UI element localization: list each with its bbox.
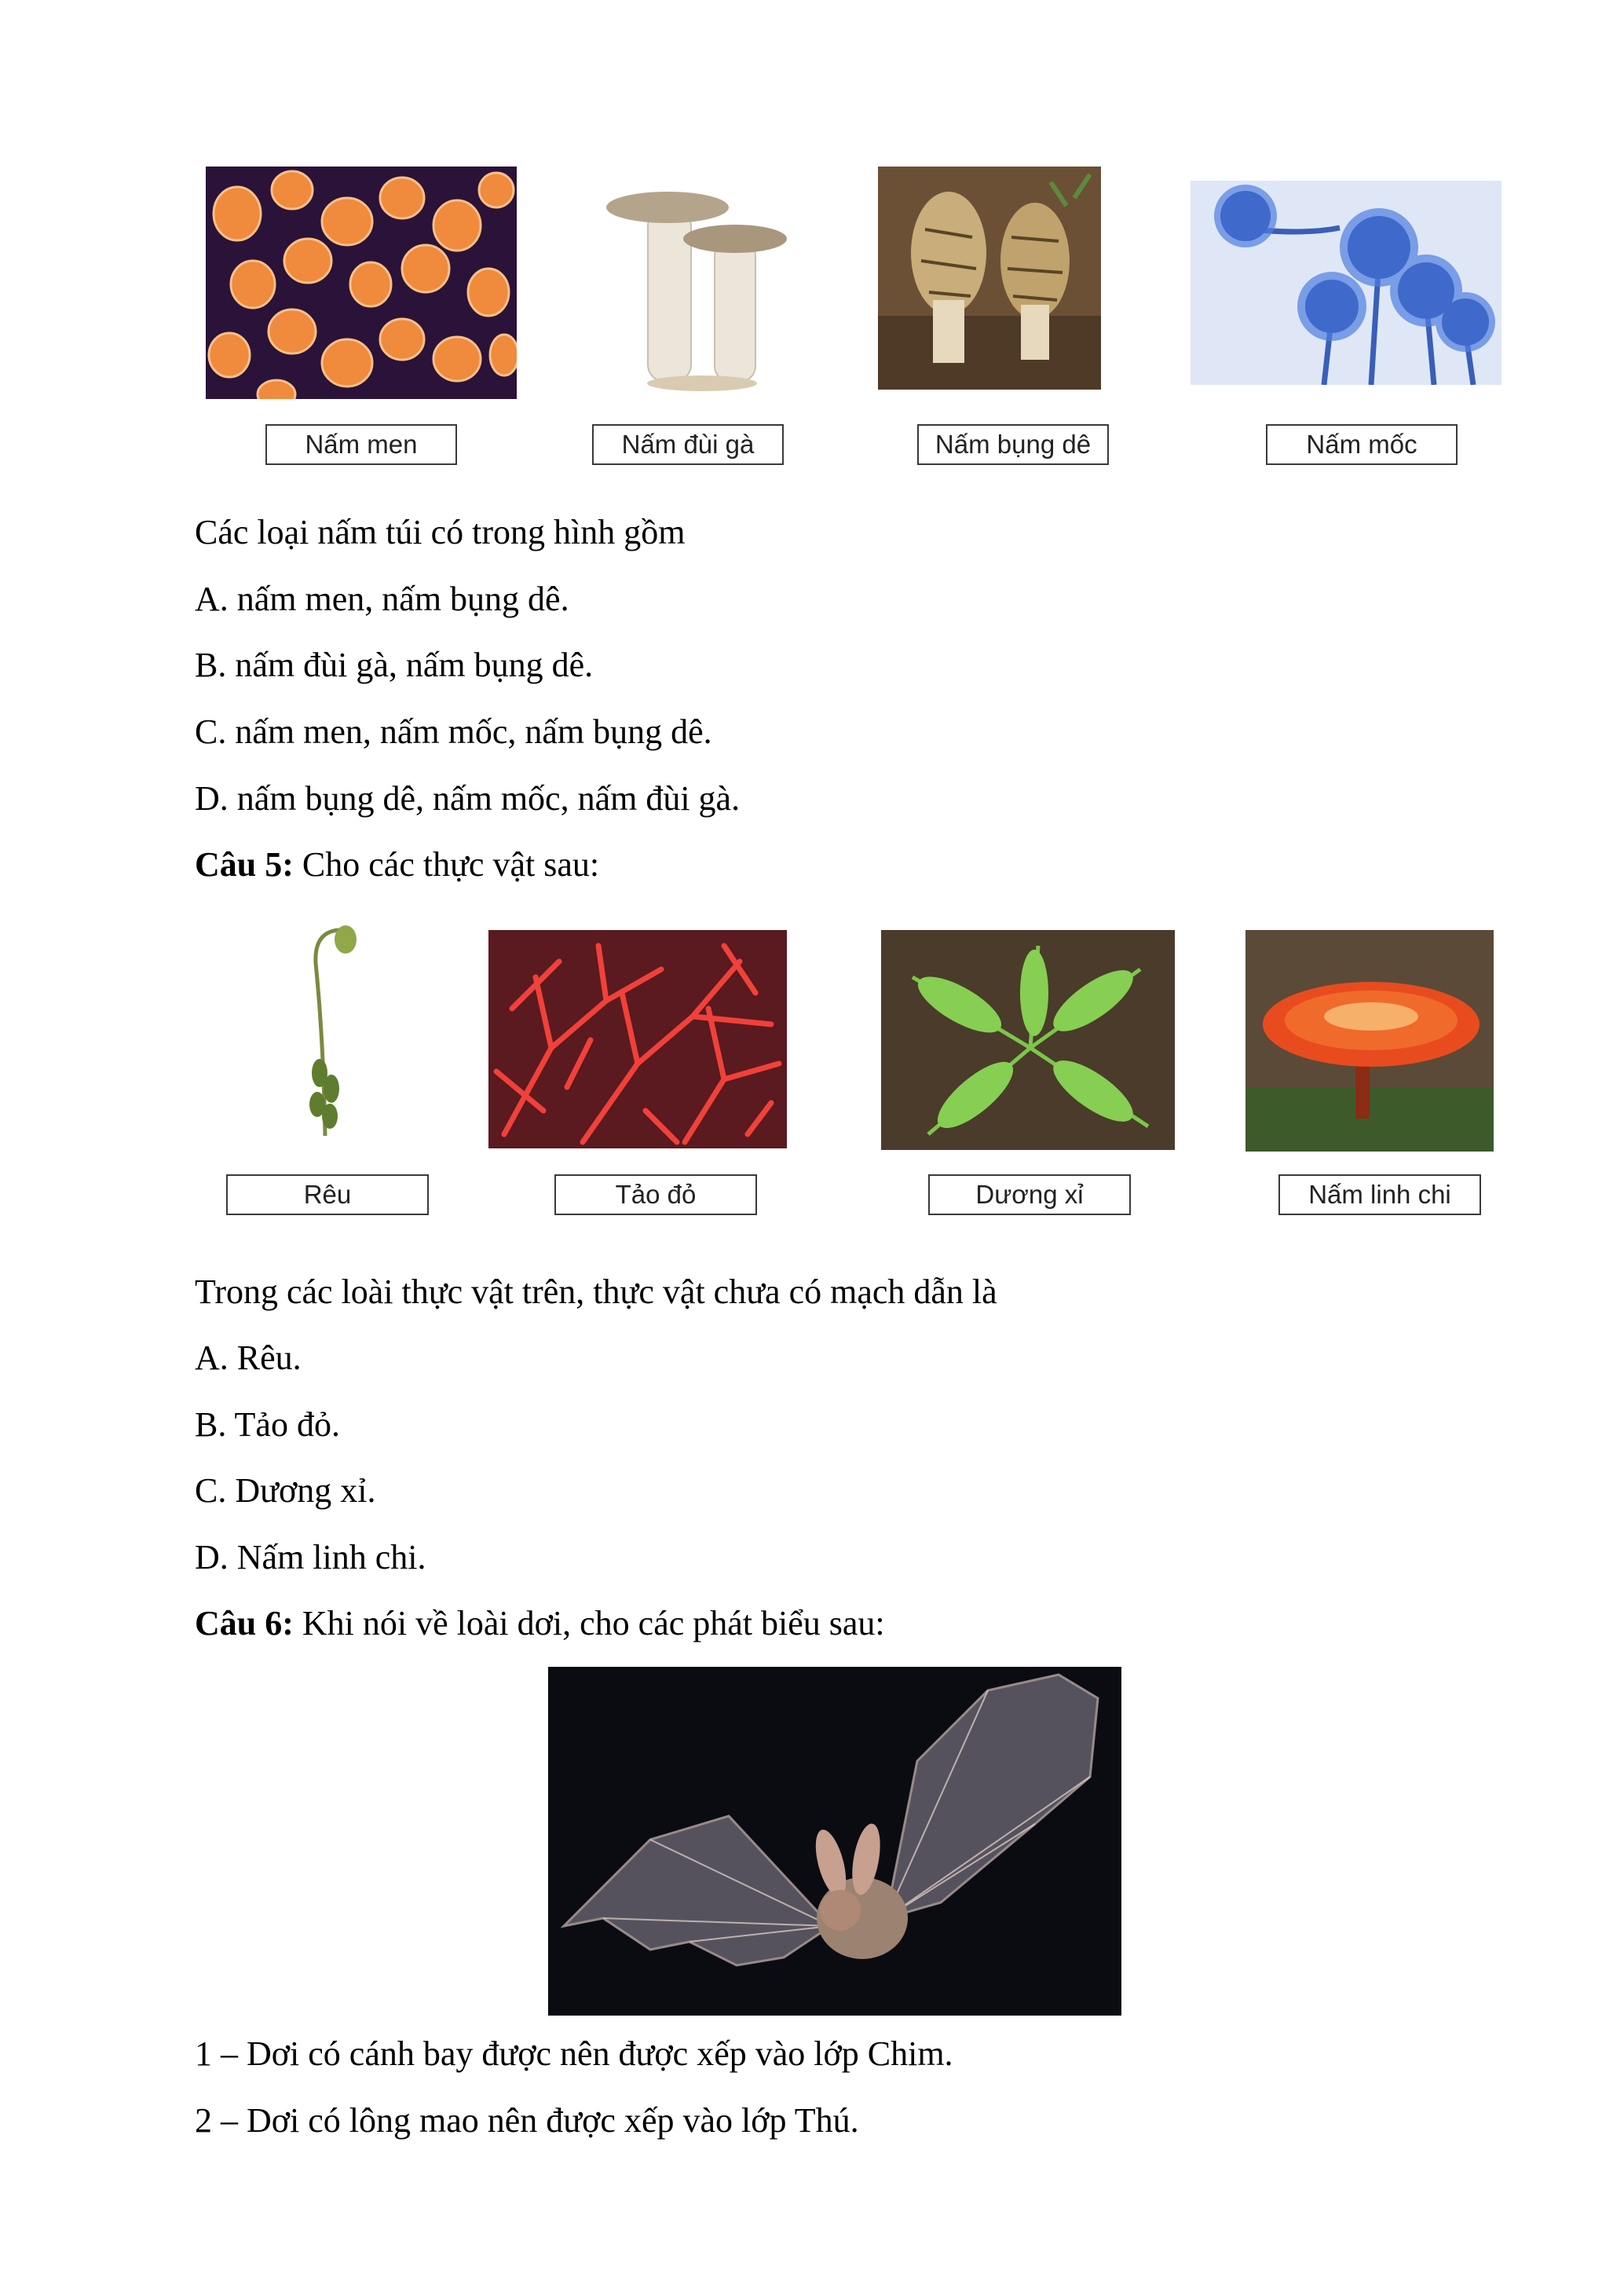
red-algae-image [488,930,787,1148]
moss-image [276,916,371,1145]
q5-option-d: D. Nấm linh chi. [195,1538,426,1576]
q6-statement-1: 1 – Dơi có cánh bay được nên được xếp vào lớp Chim. [195,2034,953,2073]
label-mold: Nấm mốc [1266,424,1458,465]
label-fern: Dương xỉ [928,1174,1131,1215]
label-moss: Rêu [226,1174,429,1215]
reishi-image [1245,930,1494,1152]
fern-image [881,930,1175,1150]
label-reishi: Nấm linh chi [1278,1174,1481,1215]
oyster-mushroom-image [605,178,799,394]
yeast-image [206,167,517,399]
bat-image [548,1667,1121,2016]
q6-intro: Khi nói về loài dơi, cho các phát biểu sau: [302,1604,885,1642]
q5-intro: Cho các thực vật sau: [302,845,600,884]
q5-stem: Trong các loài thực vật trên, thực vật chưa có mạch dẫn là [195,1273,997,1311]
q4-option-a: A. nấm men, nấm bụng dê. [195,580,569,618]
label-oyster-mushroom: Nấm đùi gà [592,424,784,465]
q4-option-c: C. nấm men, nấm mốc, nấm bụng dê. [195,712,712,751]
label-yeast: Nấm men [265,424,457,465]
q6-number: Câu 6: [195,1604,294,1642]
q6-statement-2: 2 – Dơi có lông mao nên được xếp vào lớp Thú. [195,2101,859,2140]
q5-number: Câu 5: [195,845,294,884]
mold-image [1191,181,1501,385]
q6-heading [195,1602,885,1646]
q5-heading [195,843,599,887]
morel-image [878,167,1101,390]
q4-option-b: B. nấm đùi gà, nấm bụng dê. [195,646,594,684]
label-morel: Nấm bụng dê [917,424,1109,465]
label-red-algae: Tảo đỏ [554,1174,757,1215]
q4-stem: Các loại nấm túi có trong hình gồm [195,513,686,551]
q5-option-a: A. Rêu. [195,1338,302,1377]
q5-option-c: C. Dương xỉ. [195,1471,376,1510]
q4-option-d: D. nấm bụng dê, nấm mốc, nấm đùi gà. [195,779,741,818]
q5-option-b: B. Tảo đỏ. [195,1405,340,1444]
